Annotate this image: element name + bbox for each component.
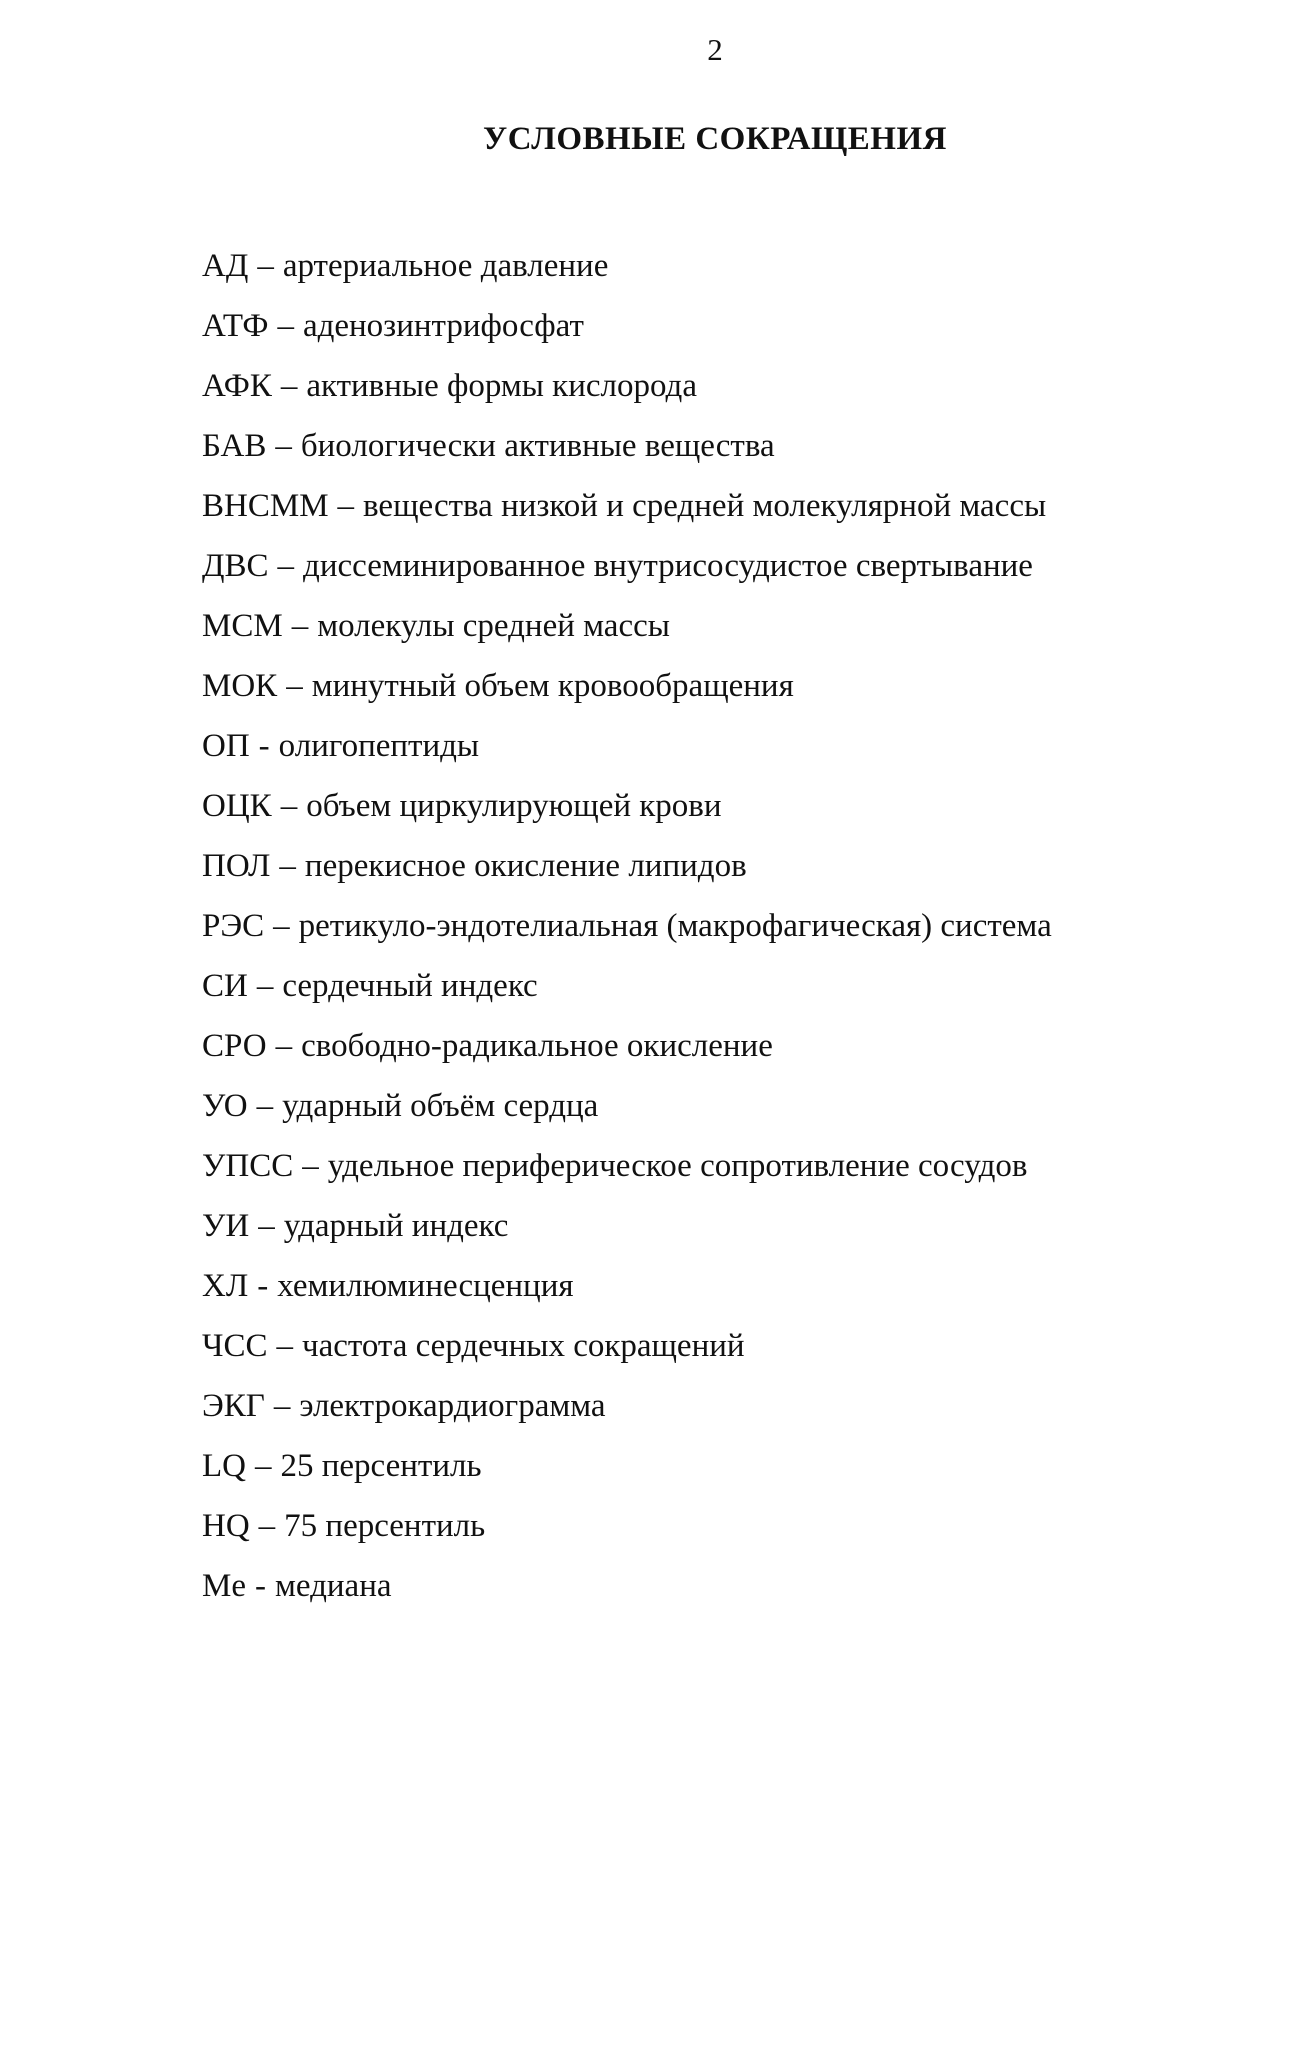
- abbreviation-separator: –: [273, 1388, 291, 1424]
- abbreviation-separator: –: [255, 1448, 272, 1484]
- abbreviation-definition: артериальное давление: [282, 248, 609, 284]
- abbreviation-definition: электрокардиограмма: [299, 1388, 606, 1424]
- abbreviation-term: ДВС: [202, 548, 269, 584]
- abbreviation-definition: диссеминированное внутрисосудистое свертывание: [303, 548, 1033, 584]
- abbreviation-separator: –: [256, 968, 274, 1004]
- abbreviation-item: [202, 1076, 1282, 1136]
- abbreviation-item: [202, 956, 1282, 1016]
- abbreviation-definition: ударный индекс: [283, 1208, 509, 1244]
- abbreviation-term: ПОЛ: [202, 848, 271, 884]
- abbreviation-separator: –: [279, 848, 296, 884]
- abbreviation-definition: 25 персентиль: [280, 1448, 482, 1484]
- abbreviation-separator: –: [276, 1328, 293, 1364]
- abbreviation-definition: вещества низкой и средней молекулярной массы: [363, 488, 1047, 524]
- abbreviation-definition: молекулы средней массы: [317, 608, 670, 644]
- abbreviation-separator: -: [255, 1568, 266, 1604]
- abbreviation-term: ЧСС: [202, 1328, 268, 1364]
- abbreviation-item: [202, 356, 1282, 416]
- abbreviation-item: [202, 896, 1282, 956]
- abbreviation-list: [202, 236, 1282, 1616]
- abbreviation-separator: –: [258, 1508, 276, 1544]
- abbreviation-definition: 75 персентиль: [284, 1508, 486, 1544]
- abbreviation-item: [202, 836, 1282, 896]
- abbreviation-term: СИ: [202, 968, 248, 1004]
- abbreviation-term: АД: [202, 248, 249, 284]
- abbreviation-term: HQ: [202, 1508, 250, 1544]
- abbreviation-separator: -: [258, 728, 270, 764]
- abbreviation-term: БАВ: [202, 428, 267, 464]
- abbreviation-separator: –: [291, 608, 309, 644]
- abbreviation-item: [202, 1016, 1282, 1076]
- abbreviation-separator: –: [275, 428, 292, 464]
- abbreviation-term: ОП: [202, 728, 250, 764]
- abbreviation-item: [202, 1196, 1282, 1256]
- abbreviation-item: [202, 596, 1282, 656]
- abbreviation-separator: –: [286, 668, 303, 704]
- abbreviation-term: ВНСММ: [202, 488, 329, 524]
- abbreviation-item: [202, 1136, 1282, 1196]
- abbreviation-definition: активные формы кислорода: [306, 368, 697, 404]
- abbreviation-term: ХЛ: [202, 1268, 249, 1304]
- abbreviation-term: УИ: [202, 1208, 250, 1244]
- page-title: УСЛОВНЫЕ СОКРАЩЕНИЯ: [483, 121, 947, 157]
- abbreviation-item: [202, 1376, 1282, 1436]
- abbreviation-term: МСМ: [202, 608, 283, 644]
- abbreviation-term: Me: [202, 1568, 246, 1604]
- abbreviation-definition: удельное периферическое сопротивление сосудов: [327, 1148, 1028, 1184]
- abbreviation-definition: объем циркулирующей крови: [306, 788, 722, 824]
- abbreviation-item: [202, 536, 1282, 596]
- abbreviation-separator: -: [257, 1268, 269, 1304]
- abbreviation-term: ОЦК: [202, 788, 272, 824]
- abbreviation-separator: –: [257, 248, 274, 284]
- abbreviation-definition: ретикуло-эндотелиальная (макрофагическая) система: [298, 908, 1052, 944]
- abbreviation-definition: хемилюминесценция: [277, 1268, 574, 1304]
- abbreviation-separator: –: [280, 788, 298, 824]
- abbreviation-item: [202, 476, 1282, 536]
- abbreviation-term: ЭКГ: [202, 1388, 265, 1424]
- abbreviation-separator: –: [302, 1148, 319, 1184]
- abbreviation-item: [202, 1496, 1282, 1556]
- abbreviation-item: [202, 416, 1282, 476]
- abbreviation-item: [202, 236, 1282, 296]
- abbreviation-item: [202, 656, 1282, 716]
- abbreviation-item: [202, 776, 1282, 836]
- abbreviation-definition: свободно-радикальное окисление: [301, 1028, 773, 1064]
- abbreviation-separator: –: [277, 548, 295, 584]
- abbreviation-separator: –: [280, 368, 298, 404]
- abbreviation-separator: –: [273, 908, 290, 944]
- abbreviation-term: УПСС: [202, 1148, 294, 1184]
- abbreviation-term: АФК: [202, 368, 272, 404]
- abbreviation-definition: частота сердечных сокращений: [301, 1328, 745, 1364]
- page-number: 2: [707, 32, 723, 67]
- abbreviation-item: [202, 716, 1282, 776]
- abbreviation-definition: ударный объём сердца: [282, 1088, 599, 1124]
- abbreviation-term: РЭС: [202, 908, 265, 944]
- abbreviation-term: LQ: [202, 1448, 246, 1484]
- abbreviation-separator: –: [256, 1088, 274, 1124]
- abbreviation-separator: –: [277, 308, 294, 344]
- abbreviation-definition: медиана: [275, 1568, 392, 1604]
- abbreviation-definition: сердечный индекс: [282, 968, 538, 1004]
- abbreviation-definition: перекисное окисление липидов: [304, 848, 747, 884]
- abbreviation-item: [202, 1316, 1282, 1376]
- abbreviation-definition: биологически активные вещества: [300, 428, 775, 464]
- abbreviation-definition: олигопептиды: [278, 728, 480, 764]
- abbreviation-separator: –: [258, 1208, 275, 1244]
- abbreviation-separator: –: [337, 488, 355, 524]
- abbreviation-item: [202, 1556, 1282, 1616]
- abbreviation-item: [202, 1436, 1282, 1496]
- abbreviation-term: УО: [202, 1088, 248, 1124]
- abbreviation-item: [202, 1256, 1282, 1316]
- abbreviation-term: МОК: [202, 668, 278, 704]
- abbreviation-term: СРО: [202, 1028, 267, 1064]
- abbreviation-definition: аденозинтрифосфат: [302, 308, 584, 344]
- abbreviation-item: [202, 296, 1282, 356]
- abbreviation-term: АТФ: [202, 308, 269, 344]
- abbreviation-separator: –: [275, 1028, 293, 1064]
- abbreviation-definition: минутный объем кровообращения: [311, 668, 794, 704]
